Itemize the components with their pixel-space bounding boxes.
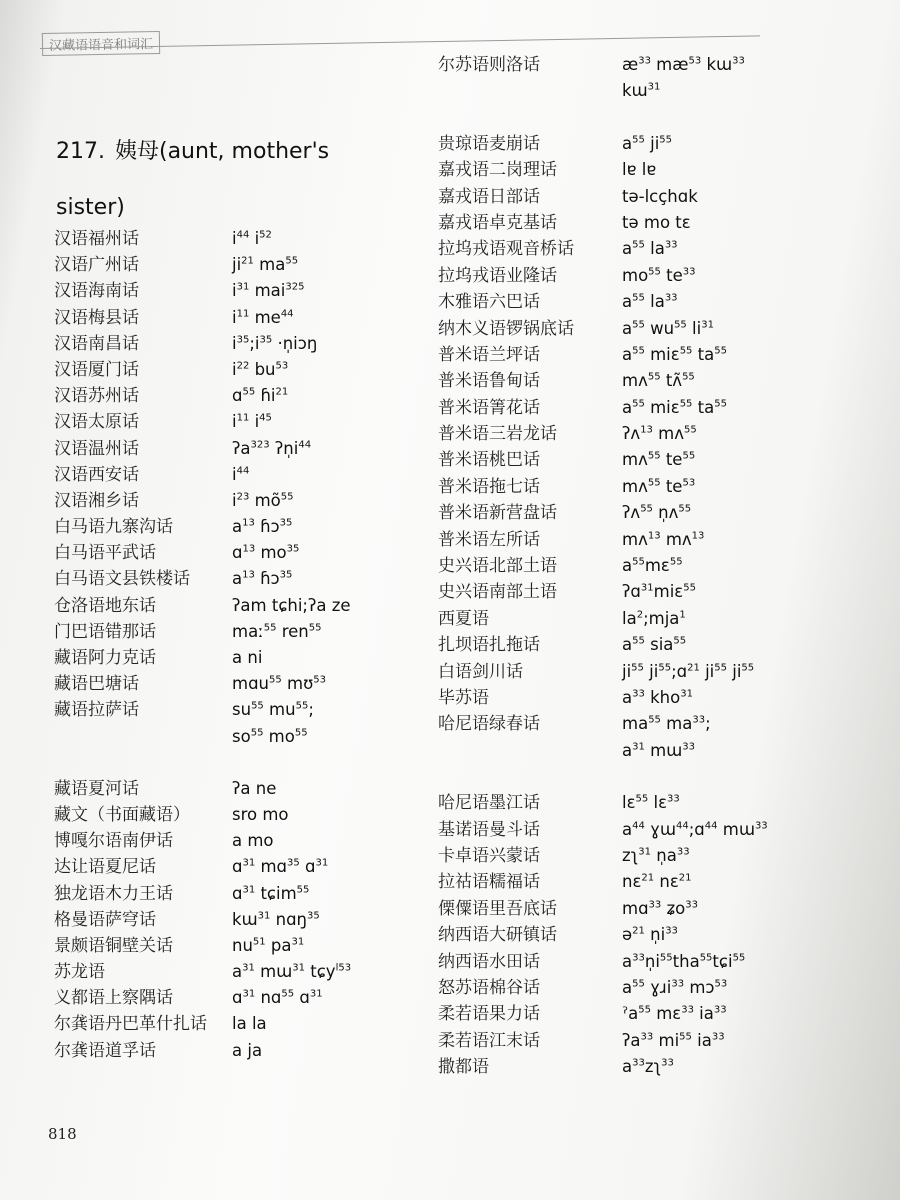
phonetic-form: mʌ$^{55}$ tʌ̃$^{55}$ (622, 371, 695, 391)
phonetic-form: $nu^{51}$ $pa^{31}$ (232, 935, 305, 955)
dialect-name: 木雅语六巴话 (438, 292, 540, 313)
entry-row (54, 593, 414, 619)
entry-row (438, 1054, 838, 1080)
entry-row (438, 606, 838, 632)
dialect-name: 扎坝语扎拖话 (438, 635, 540, 656)
phonetic-form: $i^{31}$ mai$^{325}$ (232, 281, 305, 301)
phonetic-form: ɑ$^{13}$ $mo^{35}$ (232, 543, 300, 563)
dialect-name: 柔若语果力话 (438, 1004, 540, 1025)
entry-row (438, 1001, 838, 1027)
running-header: 汉藏语语音和词汇 (42, 31, 160, 56)
dialect-name: 纳木义语锣锅底话 (438, 318, 574, 339)
phonetic-form: mɑ$^{33}$ ʑo$^{33}$ (622, 898, 699, 918)
entry-row (438, 395, 838, 421)
entry-row (54, 854, 414, 880)
dialect-name: 义都语上察隅话 (54, 988, 173, 1009)
phonetic-form: $æ^{33}$ $mæ^{53}$ kɯ$^{33}$ (622, 55, 745, 74)
entry-row (438, 817, 838, 843)
entry-number: 217. (56, 139, 105, 164)
entry-row (54, 331, 414, 357)
phonetic-form: kɯ$^{31}$ nɑŋ$^{35}$ (232, 909, 320, 929)
dialect-name: 拉坞戎语业隆话 (438, 265, 557, 286)
phonetic-form: $a^{55}$ sia$^{55}$ (622, 635, 687, 655)
phonetic-form: ʔa ne (232, 778, 277, 798)
entry-row (438, 184, 838, 210)
entry-row (54, 488, 414, 514)
entry-row (438, 447, 838, 473)
dialect-name: 西夏语 (438, 608, 489, 629)
entry-title (56, 124, 356, 236)
entry-row (438, 711, 838, 737)
dialect-name: 纳西语大研镇话 (438, 925, 557, 946)
phonetic-form: $i^{23}$ $mõ^{55}$ (232, 490, 294, 510)
dialect-name: 汉语苏州话 (54, 386, 139, 407)
entry-row (438, 843, 838, 869)
dialect-name: 苏龙语 (54, 962, 105, 983)
left-column (54, 226, 414, 1064)
phonetic-form: maː$^{55}$ ren$^{55}$ (232, 621, 322, 641)
dialect-name: 嘉戎语卓克基话 (438, 212, 557, 233)
phonetic-form: $a^{31}$ mɯ$^{31}$ tɕy$^{l53}$ (232, 962, 352, 982)
entry-row (438, 52, 838, 78)
dialect-name: 尔苏语则洛话 (438, 55, 540, 75)
phonetic-form: mʌ$^{13}$ mʌ$^{13}$ (622, 529, 705, 549)
entry-row (438, 263, 838, 289)
entry-row (54, 1038, 414, 1064)
dialect-name: 怒苏语棉谷话 (438, 977, 540, 998)
phonetic-form: $i^{11}$ $me^{44}$ (232, 307, 294, 327)
dialect-name: 独龙语木力王话 (54, 883, 173, 904)
entry-row (438, 421, 838, 447)
entry-row (438, 949, 838, 975)
dialect-name: 普米语三岩龙话 (438, 424, 557, 445)
entry-row (54, 985, 414, 1011)
entry-row (54, 305, 414, 331)
phonetic-form: $i^{22}$ $bu^{53}$ (232, 359, 289, 379)
phonetic-form: tə mo tɛ (622, 212, 691, 232)
phonetic-form: $a^{31}$ mɯ$^{33}$ (622, 740, 695, 760)
dialect-name: 白马语九寨沟话 (54, 517, 173, 538)
dialect-name: 藏语夏河话 (54, 778, 139, 799)
dialect-name: 撒都语 (438, 1057, 489, 1078)
entry-row (54, 409, 414, 435)
phonetic-form: ɑ$^{31}$ nɑ$^{55}$ ɑ$^{31}$ (232, 988, 323, 1008)
dialect-name: 普米语箐花话 (438, 397, 540, 418)
dialect-name: 纳西语水田话 (438, 951, 540, 972)
entry-row (438, 527, 838, 553)
dialect-name: 毕苏语 (438, 687, 489, 708)
phonetic-form: $a^{44}$ ɣɯ$^{44}$;ɑ$^{44}$ mɯ$^{33}$ (622, 819, 768, 839)
phonetic-form: $a^{55}$ $la^{33}$ (622, 239, 678, 259)
phonetic-form: mʌ$^{55}$ $te^{55}$ (622, 450, 696, 470)
dialect-name: 汉语梅县话 (54, 307, 139, 328)
phonetic-form: nɛ$^{21}$ nɛ$^{21}$ (622, 872, 692, 892)
dialect-name: 汉语温州话 (54, 438, 139, 459)
phonetic-form: lɐ lɐ (622, 160, 657, 180)
phonetic-form: $a^{13}$ ɦɔ$^{35}$ (232, 517, 293, 537)
phonetic-form: $a^{55}$ $wu^{55}$ $li^{31}$ (622, 318, 714, 338)
entry-row (54, 619, 414, 645)
dialect-name: 普米语拖七话 (438, 476, 540, 497)
phonetic-form: $a^{33}n̩i^{55}tha^{55}tɕi^{55}$ (622, 951, 746, 971)
dialect-name: 藏语拉萨话 (54, 700, 139, 721)
entry-row (438, 738, 838, 764)
dialect-name: 白马语平武话 (54, 543, 156, 564)
entry-row (54, 1011, 414, 1037)
dialect-name: 嘉戎语日部话 (438, 186, 540, 207)
phonetic-form: ʔam tɕhi;ʔa ze (232, 595, 351, 615)
entry-row (438, 210, 838, 236)
dialect-name: 史兴语南部土语 (438, 582, 557, 603)
dialect-name: 汉语福州话 (54, 229, 139, 249)
phonetic-form: ˀa$^{55}$ mɛ$^{33}$ $ia^{33}$ (622, 1004, 727, 1024)
phonetic-form: $ma^{55}$ $ma^{33}$; (622, 714, 711, 734)
phonetic-form: zʅ$^{31}$ $n̩a^{33}$ (622, 845, 690, 865)
dialect-name: 卡卓语兴蒙话 (438, 845, 540, 866)
entry-row (438, 632, 838, 658)
entry-row (54, 697, 414, 723)
phonetic-form: a ja (232, 1040, 263, 1060)
entry-row (54, 671, 414, 697)
entry-row (54, 357, 414, 383)
phonetic-form: $a^{33}$ kho$^{31}$ (622, 687, 693, 707)
dialect-name: 白马语文县铁楼话 (54, 569, 190, 590)
entry-row (438, 869, 838, 895)
dialect-name: 达让语夏尼话 (54, 857, 156, 878)
entry-row (438, 553, 838, 579)
entry-row (54, 933, 414, 959)
dialect-name: 傈僳语里吾底话 (438, 898, 557, 919)
dialect-name: 嘉戎语二岗理话 (438, 160, 557, 181)
dialect-name: 贵琼语麦崩话 (438, 133, 540, 154)
dialect-name: 拉坞戎语观音桥话 (438, 239, 574, 260)
phonetic-form: mʌ$^{55}$ $te^{53}$ (622, 476, 696, 496)
phonetic-form: ɑ$^{31}$ tɕim$^{55}$ (232, 883, 310, 903)
phonetic-form: $a^{55}mɛ^{55}$ (622, 556, 683, 576)
dialect-name: 仓洛语地东话 (54, 595, 156, 616)
phonetic-form: $i^{11}$ $i^{45}$ (232, 412, 272, 432)
dialect-name: 藏语阿力克话 (54, 648, 156, 668)
phonetic-form: sro mo (232, 804, 289, 824)
dialect-name: 汉语西安话 (54, 464, 139, 485)
phonetic-form: $i^{44}$ $i^{52}$ (232, 229, 272, 248)
entry-row (54, 907, 414, 933)
dialect-name: 汉语湘乡话 (54, 490, 139, 511)
entry-row (438, 579, 838, 605)
phonetic-form: $so^{55}$ $mo^{55}$ (232, 726, 308, 746)
dialect-name: 柔若语江末话 (438, 1030, 540, 1051)
phonetic-form: ə$^{21}$ $n̩i^{33}$ (622, 925, 678, 945)
dialect-name: 普米语左所话 (438, 529, 540, 550)
entry-row (438, 975, 838, 1001)
dialect-name: 博嘎尔语南伊话 (54, 831, 173, 852)
entry-row (54, 383, 414, 409)
dialect-name: 汉语厦门话 (54, 359, 139, 380)
entry-row (54, 252, 414, 278)
phonetic-form: $su^{55}$ $mu^{55}$; (232, 700, 314, 720)
entry-row (438, 342, 838, 368)
dialect-name: 基诺语曼斗话 (438, 819, 540, 840)
entry-row (54, 881, 414, 907)
entry-row (438, 289, 838, 315)
dialect-name: 藏文（书面藏语） (54, 804, 190, 825)
phonetic-form: ʔa$^{323}$ $ʔn̩i^{44}$ (232, 438, 312, 458)
entry-row (54, 828, 414, 854)
dialect-name: 藏语巴塘话 (54, 674, 139, 695)
entry-row (438, 474, 838, 500)
dialect-name: 格曼语萨穹话 (54, 909, 156, 930)
dialect-name: 门巴语错那话 (54, 621, 156, 642)
entry-title-text: 姨母(aunt, mother's sister) (56, 139, 330, 220)
dialect-name: 普米语新营盘话 (438, 503, 557, 524)
phonetic-form: $a^{55}$ $ji^{55}$ (622, 133, 673, 153)
dialect-name: 白语剑川话 (438, 661, 523, 682)
phonetic-form: $a^{13}$ ɦɔ$^{35}$ (232, 569, 293, 589)
phonetic-form: a ni (232, 648, 263, 667)
entry-row (54, 776, 414, 802)
entry-row (54, 802, 414, 828)
entry-row (438, 922, 838, 948)
entry-row (54, 462, 414, 488)
entry-row (438, 685, 838, 711)
entry-row (438, 790, 838, 816)
entry-row (438, 500, 838, 526)
entry-row (54, 959, 414, 985)
phonetic-form: a mo (232, 831, 274, 851)
phonetic-form: ʔa$^{33}$ $mi^{55}$ $ia^{33}$ (622, 1030, 725, 1050)
phonetic-form: kɯ$^{31}$ (622, 81, 661, 101)
dialect-name: 汉语太原话 (54, 412, 139, 433)
entry-row (438, 659, 838, 685)
phonetic-form: $a^{55}$ miɛ$^{55}$ $ta^{55}$ (622, 344, 727, 364)
entry-row (438, 78, 838, 104)
dialect-name: 哈尼语绿春话 (438, 714, 540, 735)
dialect-name: 汉语海南话 (54, 281, 139, 302)
entry-row (438, 368, 838, 394)
phonetic-form: $i^{35};i^{35}$ ·n̩iɔŋ (232, 333, 318, 353)
phonetic-form: lɛ$^{55}$ lɛ$^{33}$ (622, 793, 680, 813)
dialect-name: 普米语兰坪话 (438, 344, 540, 365)
phonetic-form: $ji^{55}$ $ji^{55};ɑ^{21}$ $ji^{55}$ $ji^{55}$ (622, 661, 755, 681)
entry-row (54, 226, 414, 252)
phonetic-form: $la^2;mja^1$ (622, 608, 686, 628)
entry-row (54, 724, 414, 750)
entry-row (54, 645, 414, 671)
phonetic-form: ʔʌ$^{13}$ mʌ$^{55}$ (622, 424, 697, 444)
phonetic-form: $mo^{55}$ $te^{33}$ (622, 265, 696, 285)
phonetic-form: ʔʌ$^{55}$ n̩ʌ$^{55}$ (622, 503, 692, 523)
dialect-name: 史兴语北部土语 (438, 556, 557, 577)
entry-row (54, 540, 414, 566)
dialect-name: 尔龚语道孚话 (54, 1040, 156, 1061)
entry-row (438, 896, 838, 922)
dialect-name: 景颇语铜壁关话 (54, 935, 173, 956)
phonetic-form: $i^{44}$ (232, 464, 250, 484)
dialect-name: 汉语南昌话 (54, 333, 139, 354)
phonetic-form: ɑ$^{31}$ mɑ$^{35}$ ɑ$^{31}$ (232, 857, 329, 877)
phonetic-form: $a^{55}$ ɣɹi$^{33}$ mɔ$^{53}$ (622, 977, 728, 997)
entry-row (438, 1028, 838, 1054)
entry-row (54, 436, 414, 462)
phonetic-form: $ji^{21}$ $ma^{55}$ (232, 255, 299, 275)
dialect-name: 哈尼语墨江话 (438, 793, 540, 814)
phonetic-form: $a^{55}$ $la^{33}$ (622, 292, 678, 312)
entry-row (54, 566, 414, 592)
entry-row (54, 514, 414, 540)
dialect-name: 拉祜语糯福话 (438, 872, 540, 893)
right-column (438, 52, 838, 1080)
dialect-name: 普米语桃巴话 (438, 450, 540, 471)
phonetic-form: ʔɑ$^{31}$miɛ$^{55}$ (622, 582, 696, 602)
phonetic-form: $a^{55}$ miɛ$^{55}$ $ta^{55}$ (622, 397, 727, 417)
dialect-name: 尔龚语丹巴革什扎话 (54, 1014, 207, 1035)
phonetic-form: ɑ$^{55}$ ɦi$^{21}$ (232, 386, 289, 406)
page-number: 818 (48, 1125, 77, 1143)
phonetic-form: tə-lcçhɑk (622, 186, 698, 206)
phonetic-form: mɑu$^{55}$ mʊ$^{53}$ (232, 674, 326, 694)
phonetic-form: la la (232, 1014, 267, 1034)
dialect-name: 普米语鲁甸话 (438, 371, 540, 392)
entry-row (438, 316, 838, 342)
entry-row (438, 131, 838, 157)
entry-row (438, 236, 838, 262)
entry-row (438, 157, 838, 183)
entry-row (54, 278, 414, 304)
phonetic-form: $a^{33}zʅ^{33}$ (622, 1057, 674, 1077)
dialect-name: 汉语广州话 (54, 255, 139, 276)
